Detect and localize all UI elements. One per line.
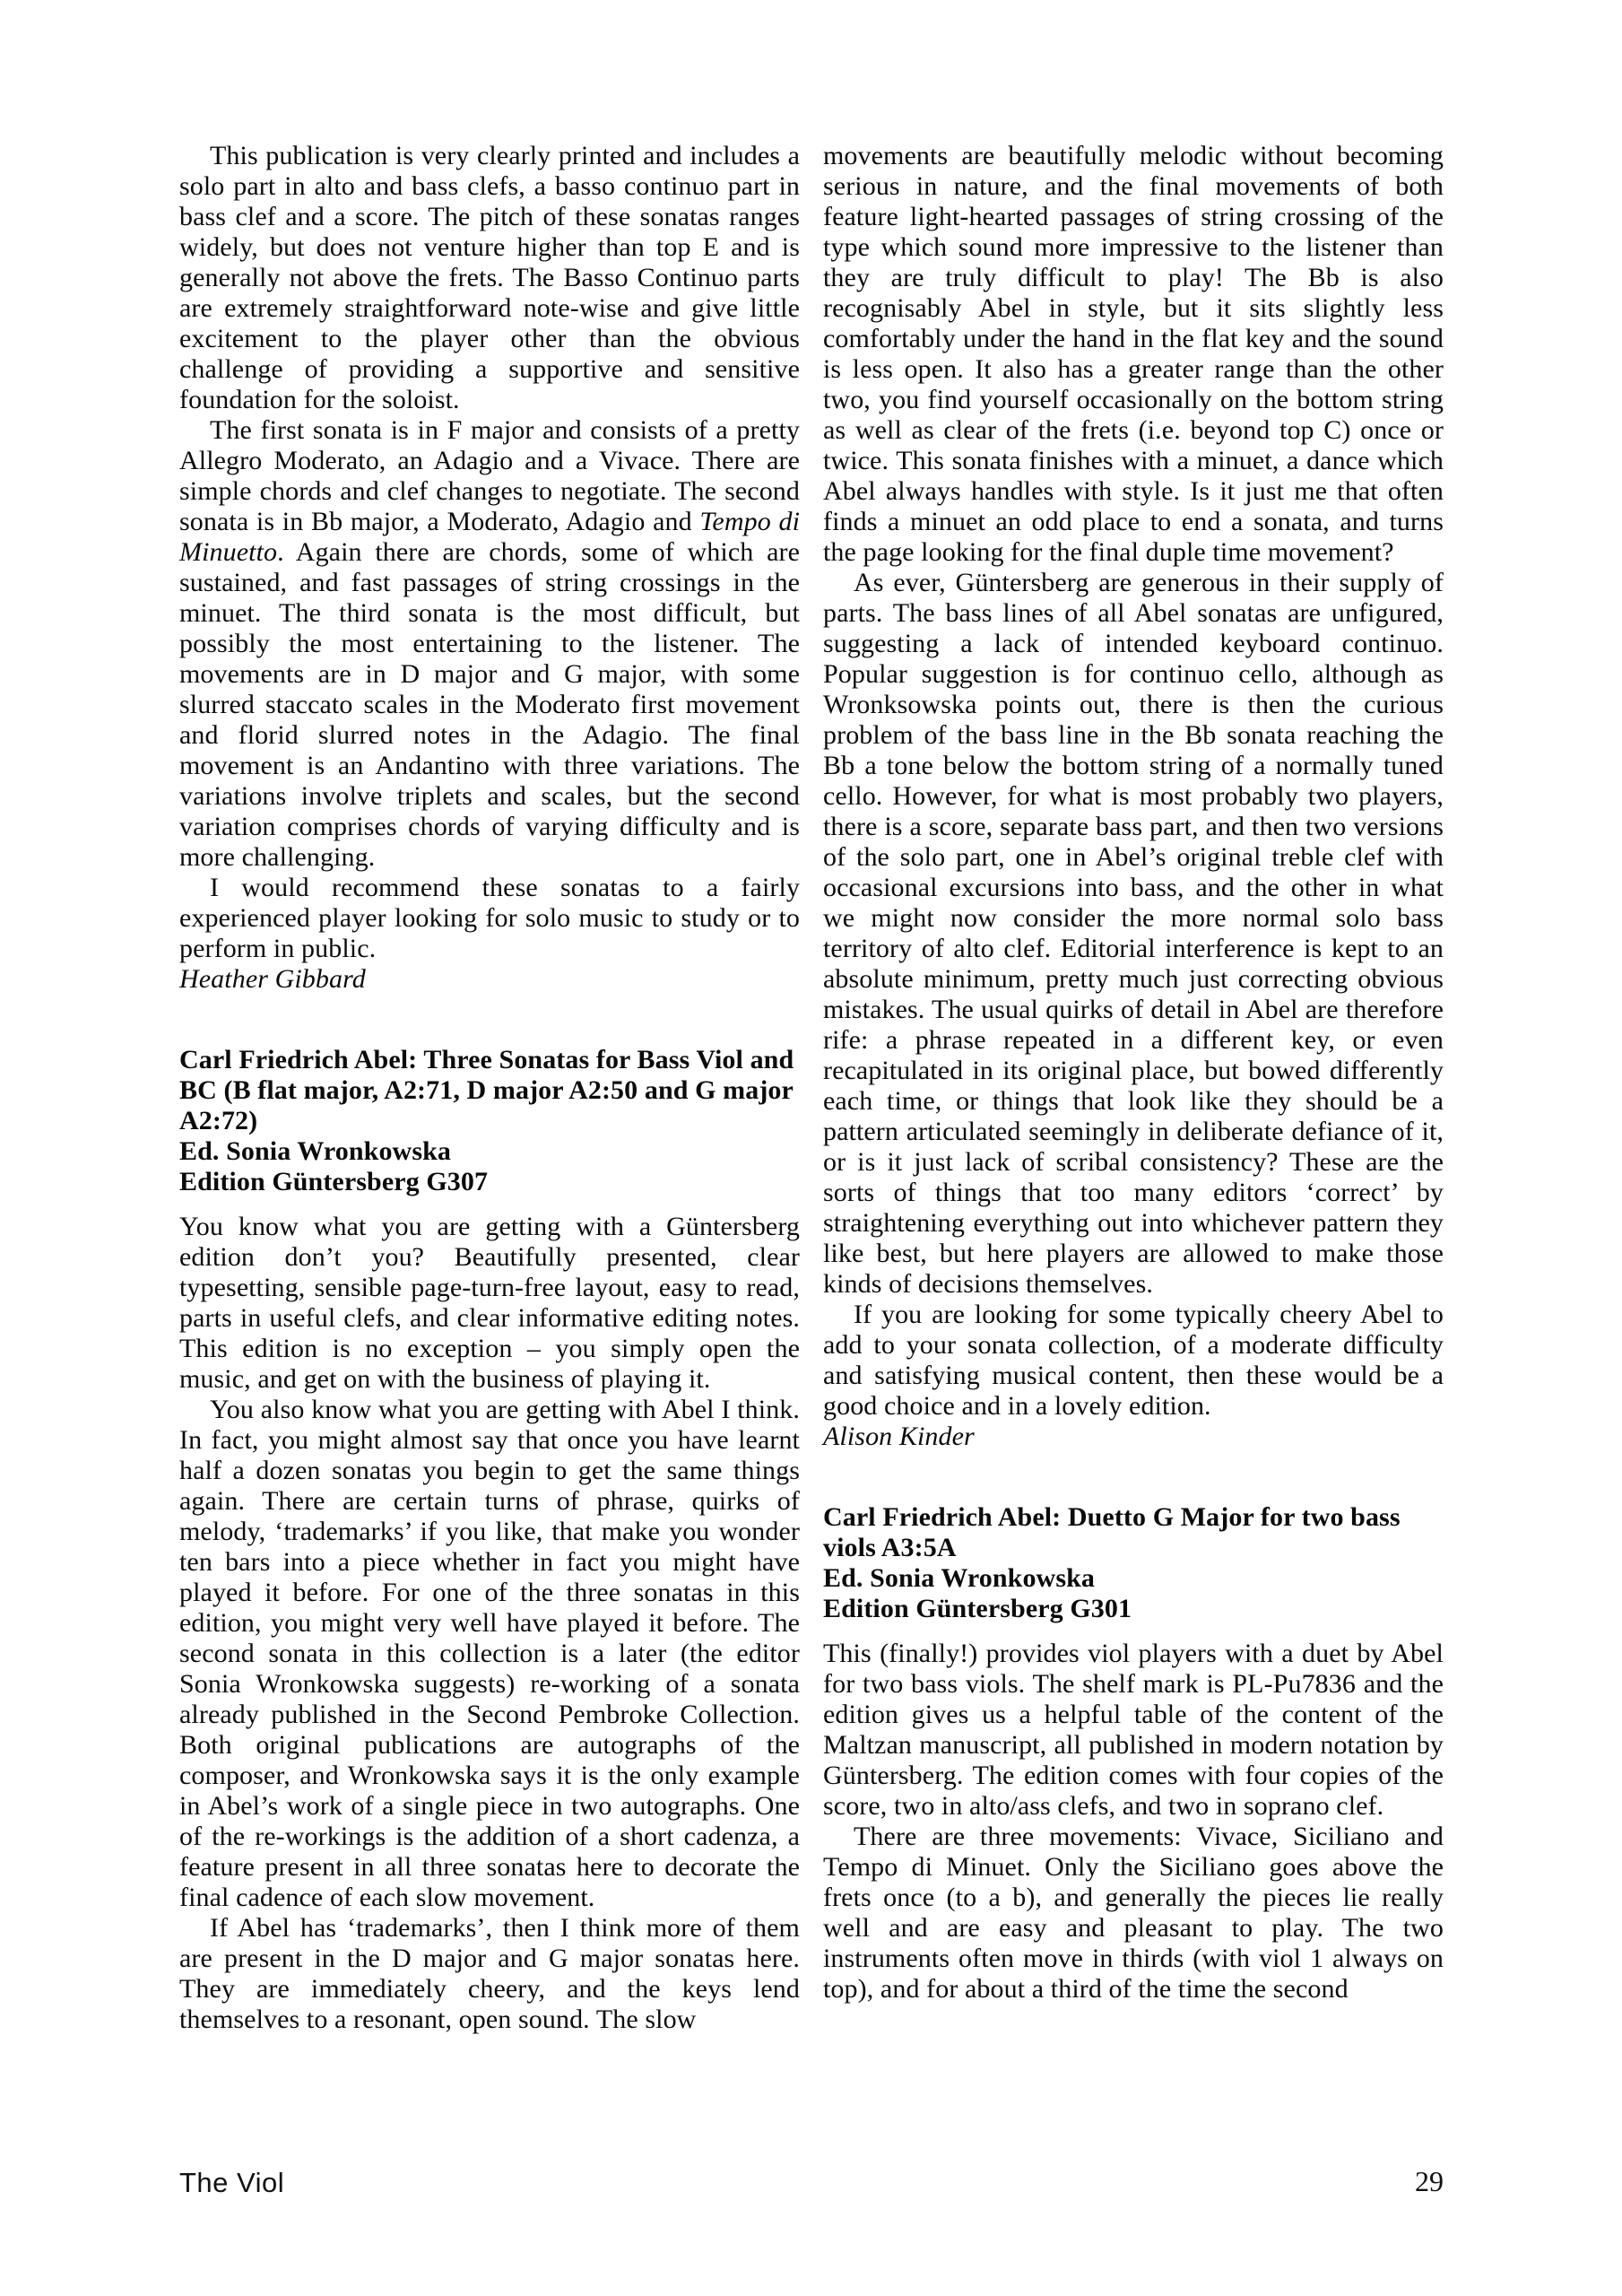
body-paragraph [823, 1822, 1444, 2005]
text-run: You also know what you are getting with Abel I think. In fact, you might almost say that once you have learnt half a dozen sonatas you begin to get the same things again. There are certain turns of phrase, quirks of melody, ‘trademarks’ if you like, that make you wonder ten bars into a piece whether in fact you might have played it before. For one of the three sonatas in this edition, you might very well have played it before. The second sonata in this collection is a later (the editor Sonia Wronkowska suggests) re-working of a sonata already published in the Second Pembroke Collection. Both original publications are autographs of the composer, and Wronkowska says it is the only example in Abel’s work of a single piece in two autographs. One of the re-workings is the addition of a short cadenza, a feature present in all three sonatas here to decorate the final cadence of each slow movement. [179, 1395, 800, 1912]
text-run: If you are looking for some typically cheery Abel to add to your sonata collection, of a moderate difficulty and satisfying musical content, then these would be a good choice and in a lovely edition. [823, 1300, 1444, 1421]
text-run: As ever, Güntersberg are generous in their supply of parts. The bass lines of all Abel sonatas are unfigured, suggesting a lack of intended keyboard continuo. Popular suggestion is for continuo cello, although as Wronksowska points out, there is then the curious problem of the bass line in the Bb sonata reaching the Bb a tone below the bottom string of a normally tuned cello. However, for what is most probably two players, there is a score, separate bass part, and then two versions of the solo part, one in Abel’s original treble clef with occasional excursions into bass, and the other in what we might now consider the more normal solo bass territory of alto clef. Editorial interference is kept to an absolute minimum, pretty much just correcting obvious mistakes. The usual quirks of detail in Abel are therefore rife: a phrase repeated in a different key, or even recapitulated in its original place, but bowed differently each time, or things that look like they should be a pattern articulated seemingly in deliberate defiance of it, or is it just lack of scribal consistency? These are the sorts of things that too many editors ‘correct’ by straightening everything out into whichever pattern they like best, but here players are allowed to make those kinds of decisions themselves. [823, 568, 1444, 1299]
text-run: The first sonata is in F major and consists of a pretty Allegro Moderato, an Adagio and a Vivace. There are simple chords and clef changes to negotiate. The second sonata is in Bb major, a Moderato, Adagio and [179, 415, 800, 536]
body-paragraph [823, 141, 1444, 568]
heading-line: Edition Güntersberg G301 [823, 1594, 1132, 1623]
text-run: I would recommend these sonatas to a fairly experienced player looking for solo music to study or to perform in public. [179, 873, 800, 963]
page-number: 29 [1415, 2165, 1444, 2197]
body-paragraph [179, 873, 800, 964]
text-run: Tempo di Minuetto [179, 507, 801, 567]
text-run: This publication is very clearly printed and includes a solo part in alto and bass clefs, a basso continuo part in bass clef and a score. The pitch of these sonatas ranges widely, but does not venture higher than top E and is generally not above the frets. The Basso Continuo parts are extremely straightforward note-wise and give little excitement to the player other than the obvious challenge of providing a supportive and sensitive foundation for the soloist. [179, 141, 800, 414]
body-paragraph [823, 1639, 1444, 1822]
text-run: This (finally!) provides viol players with a duet by Abel for two bass viols. The shelf mark is PL-Pu7836 and the edition gives us a helpful table of the content of the Maltzan manuscript, all published in modern notation by Güntersberg. The edition comes with four copies of the score, two in alto/ass clefs, and two in soprano clef. [823, 1639, 1444, 1821]
text-run: There are three movements: Vivace, Siciliano and Tempo di Minuet. Only the Siciliano goes above the frets once (to a b), and generally the pieces lie really well and are easy and pleasant to play. The two instruments often move in thirds (with viol 1 always on top), and for about a third of the time the second [823, 1822, 1444, 2004]
text-run: Heather Gibbard [179, 964, 366, 994]
body-paragraph [179, 141, 800, 415]
text-run: You know what you are getting with a Güntersberg edition don’t you? Beautifully presented, clear typesetting, sensible page-turn-free layout, easy to read, parts in useful clefs, and clear informative editing notes. This edition is no exception – you simply open the music, and get on with the business of playing it. [179, 1212, 800, 1394]
body-paragraph [179, 1395, 800, 1913]
body-paragraph [823, 1300, 1444, 1422]
body-paragraph [179, 1212, 800, 1395]
reviewer-signature [179, 964, 800, 995]
heading-line: Ed. Sonia Wronkowska [179, 1136, 451, 1166]
text-run: . Again there are chords, some of which are sustained, and fast passages of string crossings in the minuet. The third sonata is the most difficult, but possibly the most entertaining to the listener. The movements are in D major and G major, with some slurred staccato scales in the Moderato first movement and florid slurred notes in the Adagio. The final movement is an Andantino with three variations. The variations involve triplets and scales, but the second variation comprises chords of varying difficulty and is more challenging. [179, 537, 800, 872]
heading-line: Carl Friedrich Abel: Three Sonatas for Bass Viol and BC (B flat major, A2:71, D major A2:50 and G major A2:72) [179, 1045, 794, 1135]
right-column [823, 141, 1444, 2005]
heading-line: Ed. Sonia Wronkowska [823, 1563, 1095, 1593]
body-paragraph [179, 415, 800, 873]
heading-line: Carl Friedrich Abel: Duetto G Major for two bass viols A3:5A [823, 1502, 1401, 1562]
journal-title: The Viol [179, 2167, 285, 2198]
review-heading [179, 1045, 800, 1197]
text-run: movements are beautifully melodic without becoming serious in nature, and the final movements of both feature light-hearted passages of string crossing of the type which sound more impressive to the listener than they are truly difficult to play! The Bb is also recognisably Abel in style, but it sits slightly less comfortably under the hand in the flat key and the sound is less open. It also has a greater range than the other two, you find yourself occasionally on the bottom string as well as clear of the frets (i.e. beyond top C) once or twice. This sonata finishes with a minuet, a dance which Abel always handles with style. Is it just me that often finds a minuet an odd place to end a sonata, and turns the page looking for the final duple time movement? [823, 141, 1444, 567]
body-paragraph [823, 568, 1444, 1300]
heading-line: Edition Güntersberg G307 [179, 1167, 489, 1196]
text-run: If Abel has ‘trademarks’, then I think more of them are present in the D major and G major sonatas here. They are immediately cheery, and the keys lend themselves to a resonant, open sound. The slow [179, 1913, 800, 2034]
body-paragraph [179, 1913, 800, 2035]
reviewer-signature [823, 1422, 1444, 1452]
review-heading [823, 1502, 1444, 1624]
text-run: Alison Kinder [823, 1422, 975, 1451]
left-column [179, 141, 800, 2035]
